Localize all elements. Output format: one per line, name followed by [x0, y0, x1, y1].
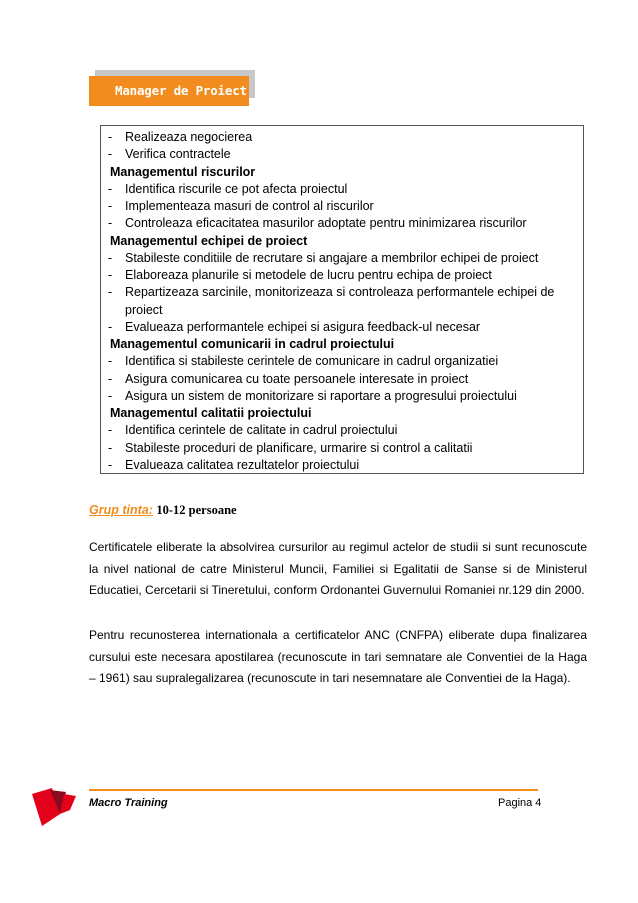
target-group: [89, 502, 237, 518]
list-bullet: -: [108, 354, 113, 369]
list-item-text: Identifica cerintele de calitate in cadrul proiectului: [125, 423, 398, 438]
list-item-text: Repartizeaza sarcinile, monitorizeaza si controleaza performantele echipei de: [125, 285, 555, 300]
list-heading: Managementul calitatii proiectului: [110, 406, 312, 420]
list-item-text: Verifica contractele: [125, 147, 231, 162]
list-item-text: Realizeaza negocierea: [125, 130, 253, 144]
list-item-text: Stabileste conditiile de recrutare si angajare a membrilor echipei de proiect: [125, 250, 539, 265]
list-heading: Managementul echipei de proiect: [110, 233, 308, 248]
list-item-text: Identifica riscurile ce pot afecta proiectul: [125, 181, 348, 196]
list-item-text: Evalueaza calitatea rezultatelor proiectului: [125, 457, 360, 472]
list-bullet: -: [108, 181, 113, 196]
list-item-text: Elaboreaza planurile si metodele de lucru pentru echipa de proiect: [125, 268, 492, 282]
list-item-text: Asigura comunicarea cu toate persoanele interesate in proiect: [125, 371, 469, 386]
list-bullet: -: [108, 130, 113, 144]
list-item-text: Controleaza eficacitatea masurilor adoptate pentru minimizarea riscurilor: [125, 216, 527, 231]
list-item-text: Stabileste proceduri de planificare, urmarire si control a calitatii: [125, 440, 473, 455]
recognition-paragraph: Pentru recunosterea internationala a certificatelor ANC (CNFPA) eliberate dupa finalizarea cursului este necesara apostilarea (recunoscute in tari semnatare ale Conventiei de la Haga – 1961) sau supralegalizarea (recunoscute in tari nesemnatare ale Conventiei de la Haga).: [89, 628, 587, 685]
footer-rule: [89, 789, 538, 791]
list-heading: Managementul comunicarii in cadrul proiectului: [110, 337, 395, 351]
list-bullet: -: [108, 285, 113, 300]
list-bullet: -: [108, 319, 113, 334]
list-bullet: -: [108, 250, 113, 265]
section-header: [89, 70, 255, 106]
list-bullet: -: [108, 457, 113, 472]
list-heading: Managementul riscurilor: [110, 164, 256, 179]
target-group-value: 10-12 persoane: [156, 503, 237, 517]
macro-training-logo-icon: [30, 784, 86, 830]
list-bullet: -: [108, 216, 113, 231]
list-bullet: -: [108, 268, 113, 282]
list-bullet: -: [108, 440, 113, 455]
list-item-text: Implementeaza masuri de control al riscurilor: [125, 199, 374, 213]
list-bullet: -: [108, 199, 113, 213]
list-bullet: -: [108, 371, 113, 386]
list-item-text: Identifica si stabileste cerintele de comunicare in cadrul organizatiei: [125, 354, 499, 369]
target-group-label: Grup tinta:: [89, 503, 153, 517]
list-item-text: proiect: [125, 302, 163, 317]
list-bullet: -: [108, 423, 113, 438]
page-number: Pagina 4: [498, 797, 542, 809]
certificate-paragraph: Certificatele eliberate la absolvirea cursurilor au regimul actelor de studii si sunt recunoscute la nivel national de catre Ministerul Muncii, Familiei si Egalitatii de Sanse si de Ministerul Educatiei, Cercetarii si Tineretului, conform Ordonantei Guvernului Romaniei nr.129 din 2000.: [89, 540, 587, 597]
section-title: Manager de Proiect: [89, 76, 249, 106]
list-item-text: Asigura un sistem de monitorizare si raportare a progresului proiectului: [125, 388, 517, 403]
list-bullet: -: [108, 388, 113, 403]
list-item-text: Evalueaza performantele echipei si asigura feedback-ul necesar: [125, 319, 481, 334]
list-bullet: -: [108, 147, 113, 162]
footer-company: Macro Training: [89, 797, 168, 809]
